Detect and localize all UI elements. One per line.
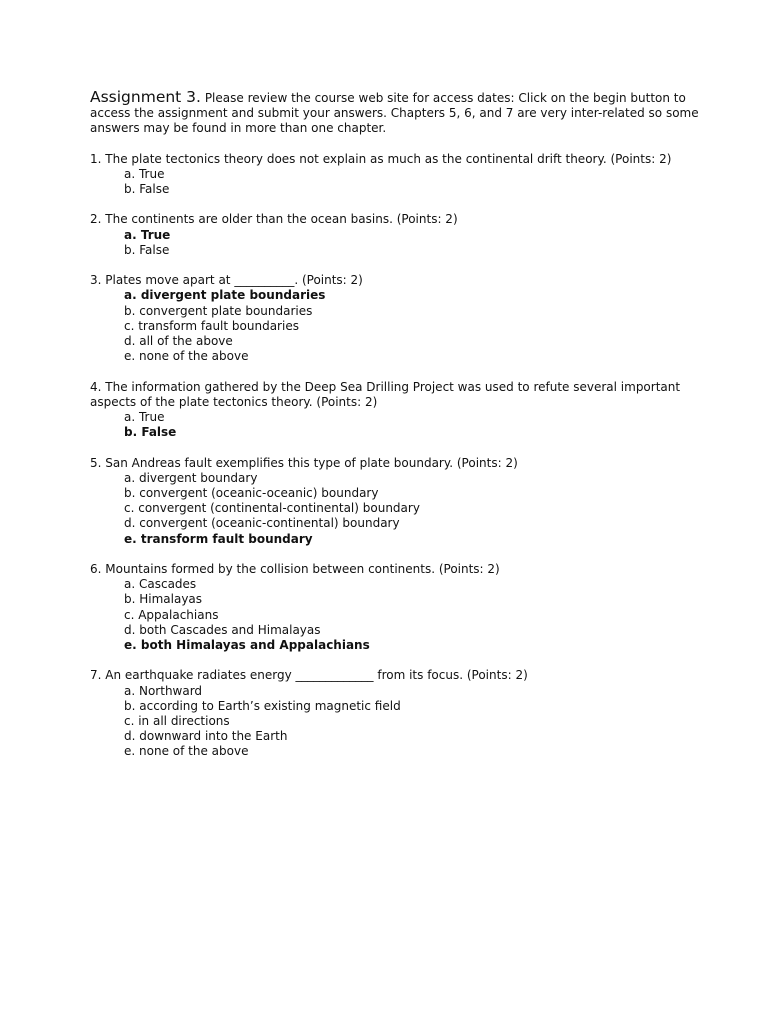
answer-option: c. in all directions (124, 714, 230, 729)
answer-option: c. convergent (continental-continental) boundary (124, 501, 420, 516)
answer-option-selected: a. divergent plate boundaries (124, 288, 326, 303)
answer-option: a. Cascades (124, 577, 197, 592)
question-text: 4. The information gathered by the Deep Sea Drilling Project was used to refute several important aspects of the plate tectonics theory. (Points: 2) (90, 379, 681, 409)
answer-option: a. True (124, 166, 165, 181)
answer-option: b. convergent (oceanic-oceanic) boundary (124, 486, 379, 501)
answer-option: b. Himalayas (124, 592, 203, 607)
answer-option: b. convergent plate boundaries (124, 303, 313, 318)
question-text: 5. San Andreas fault exemplifies this type of plate boundary. (Points: 2) (90, 455, 518, 470)
question-text: 6. Mountains formed by the collision between continents. (Points: 2) (90, 562, 500, 577)
assignment-content (90, 90, 710, 775)
answer-options (90, 288, 710, 364)
answer-option: a. True (124, 410, 165, 425)
question-3 (90, 273, 710, 364)
question-4 (90, 380, 710, 441)
question-text: 7. An earthquake radiates energy _____________ from its focus. (Points: 2) (90, 668, 528, 683)
question-2 (90, 212, 710, 258)
answer-option: d. both Cascades and Himalayas (124, 622, 321, 637)
question-5 (90, 456, 710, 547)
answer-option: b. False (124, 182, 170, 197)
assignment-intro (90, 90, 710, 137)
answer-options (90, 410, 710, 440)
answer-option: e. none of the above (124, 349, 249, 364)
assignment-instructions: Please review the course web site for access dates: Click on the begin button to access the assignment and submit your answers. Chapters 5, 6, and 7 are very inter-related so some answers may be found in more than one chapter. (90, 91, 699, 136)
question-text: 3. Plates move apart at __________. (Points: 2) (90, 273, 363, 288)
answer-option: e. none of the above (124, 744, 249, 759)
question-list (90, 152, 710, 760)
answer-option-selected: a. True (124, 227, 171, 242)
question-text: 2. The continents are older than the ocean basins. (Points: 2) (90, 212, 458, 227)
answer-option: d. convergent (oceanic-continental) boundary (124, 516, 400, 531)
answer-option-selected: e. both Himalayas and Appalachians (124, 638, 370, 653)
assignment-title: Assignment 3. (90, 88, 201, 106)
answer-option: a. Northward (124, 683, 203, 698)
answer-options (90, 577, 710, 653)
question-1 (90, 152, 710, 198)
answer-option: a. divergent boundary (124, 470, 258, 485)
answer-option: c. Appalachians (124, 607, 219, 622)
answer-option: d. downward into the Earth (124, 729, 288, 744)
answer-options (90, 167, 710, 197)
question-text: 1. The plate tectonics theory does not explain as much as the continental drift theory. (Points: 2) (90, 151, 672, 166)
answer-option-selected: e. transform fault boundary (124, 531, 313, 546)
question-7 (90, 668, 710, 759)
answer-option-selected: b. False (124, 425, 177, 440)
answer-option: c. transform fault boundaries (124, 318, 299, 333)
answer-option: d. all of the above (124, 334, 233, 349)
answer-options (90, 684, 710, 760)
answer-option: b. according to Earth’s existing magnetic field (124, 698, 401, 713)
answer-options (90, 471, 710, 547)
answer-options (90, 228, 710, 258)
question-6 (90, 562, 710, 653)
answer-option: b. False (124, 242, 170, 257)
